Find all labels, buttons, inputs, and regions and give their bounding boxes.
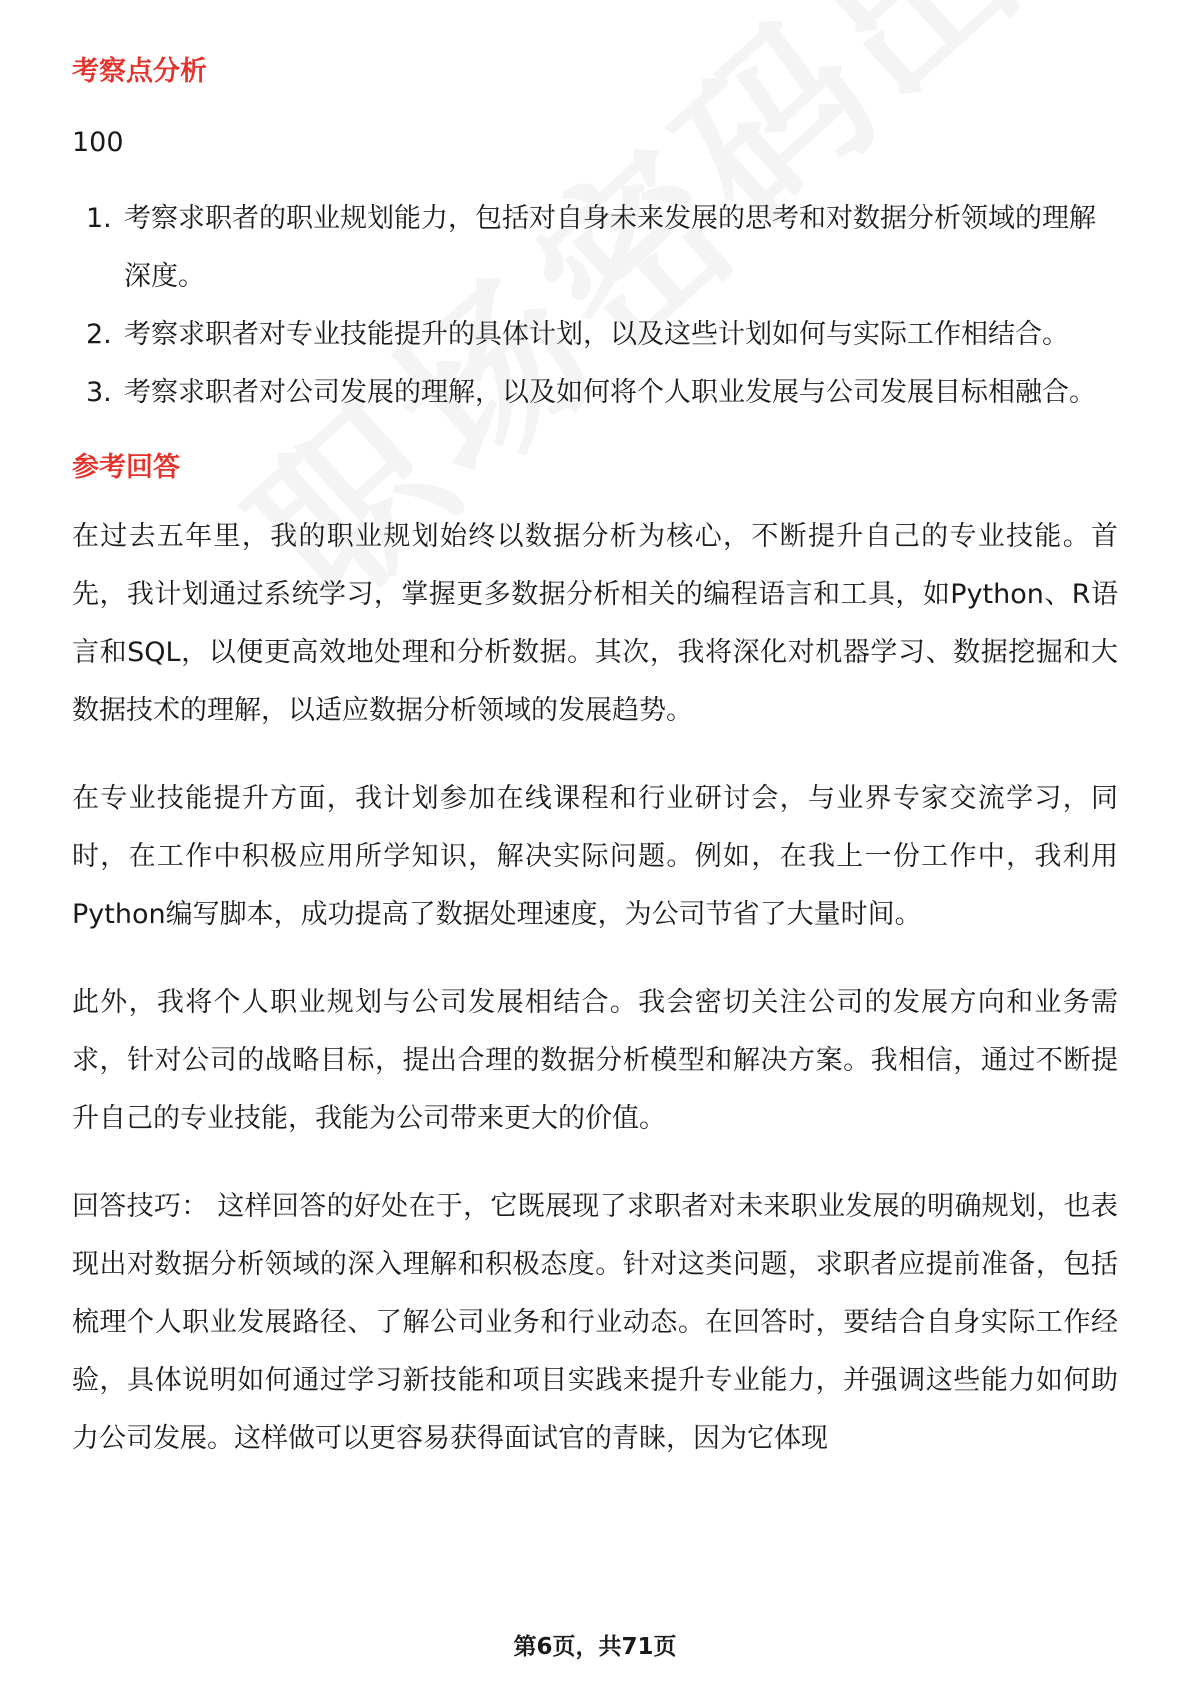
analysis-points-list <box>72 190 1118 422</box>
list-item-text: 考察求职者的职业规划能力，包括对自身未来发展的思考和对数据分析领域的理解深度。 <box>124 203 1096 292</box>
answer-paragraph: 在专业技能提升方面，我计划参加在线课程和行业研讨会，与业界专家交流学习，同时，在工作中积极应用所学知识，解决实际问题。例如，在我上一份工作中，我利用Python编写脚本，成功提高了数据处理速度，为公司节省了大量时间。 <box>72 783 1118 930</box>
answer-paragraph: 此外，我将个人职业规划与公司发展相结合。我会密切关注公司的发展方向和业务需求，针对公司的战略目标，提出合理的数据分析模型和解决方案。我相信，通过不断提升自己的专业技能，我能为公司带来更大的价值。 <box>72 987 1118 1134</box>
list-item-number: 3. <box>86 377 112 408</box>
score-value: 100 <box>72 127 124 158</box>
answer-tip-paragraph: 回答技巧： 这样回答的好处在于，它既展现了求职者对未来职业发展的明确规划，也表现出对数据分析领域的深入理解和积极态度。针对这类问题，求职者应提前准备，包括梳理个人职业发展路径、了解公司业务和行业动态。在回答时，要结合自身实际工作经验，具体说明如何通过学习新技能和项目实践来提升专业能力，并强调这些能力如何助力公司发展。这样做可以更容易获得面试官的青睐，因为它体现 <box>72 1191 1118 1454</box>
list-item-text: 考察求职者对公司发展的理解，以及如何将个人职业发展与公司发展目标相融合。 <box>124 377 1096 408</box>
list-item <box>72 364 1118 422</box>
list-item-number: 2. <box>86 319 112 350</box>
analysis-section-title: 考察点分析 <box>72 56 207 87</box>
document-page <box>72 44 1118 1468</box>
list-item-text: 考察求职者对专业技能提升的具体计划，以及这些计划如何与实际工作相结合。 <box>124 319 1069 350</box>
list-item <box>72 306 1118 364</box>
list-item <box>72 190 1118 306</box>
answer-paragraph: 在过去五年里，我的职业规划始终以数据分析为核心，不断提升自己的专业技能。首先，我计划通过系统学习，掌握更多数据分析相关的编程语言和工具，如Python、R语言和SQL，以便更高效地处理和分析数据。其次，我将深化对机器学习、数据挖掘和大数据技术的理解，以适应数据分析领域的发展趋势。 <box>72 521 1118 726</box>
list-item-number: 1. <box>86 203 112 234</box>
page-number-footer: 第6页，共71页 <box>513 1634 677 1660</box>
answer-section-title: 参考回答 <box>72 452 180 483</box>
